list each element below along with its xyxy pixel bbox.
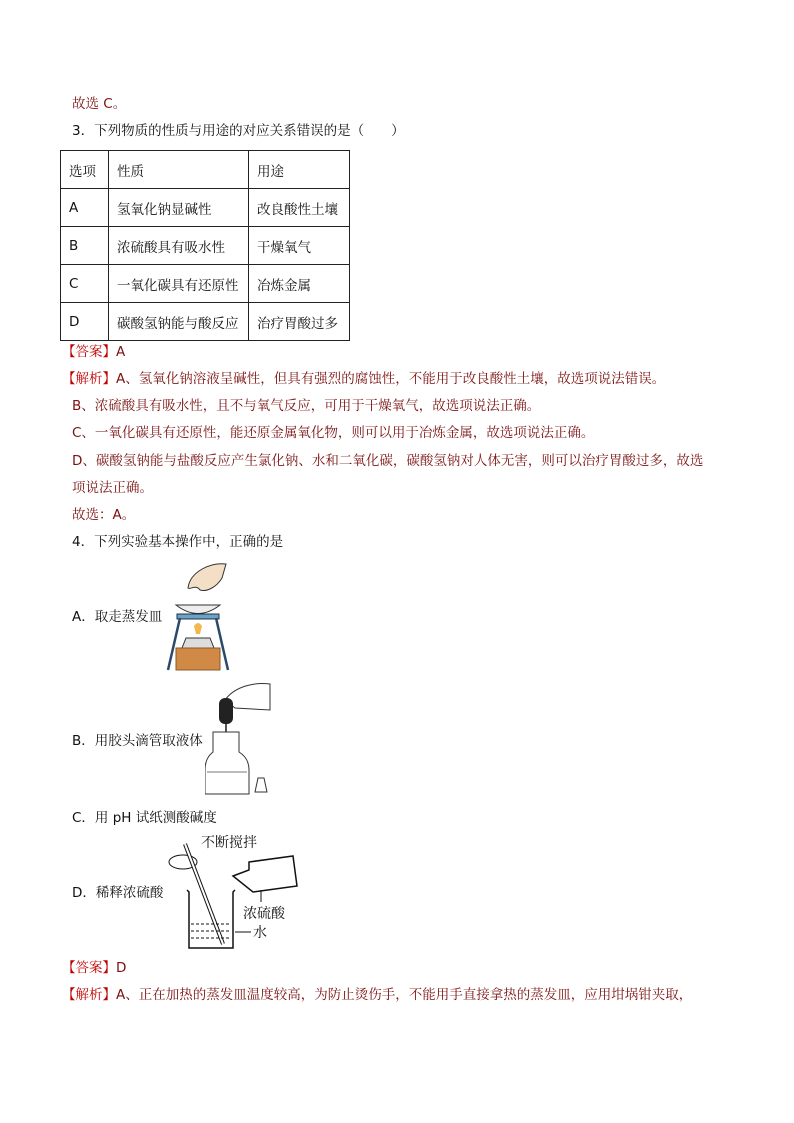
analysis-text: A、正在加热的蒸发皿温度较高，为防止烫伤手，不能用手直接拿热的蒸发皿，应用坩埚钳夹取， <box>116 987 693 1003</box>
option-d: D．稀释浓硫酸 <box>72 885 164 901</box>
table-row <box>61 265 350 303</box>
acid-bottle-icon <box>233 856 297 892</box>
table-cell: B <box>61 227 109 265</box>
question-4-stem: 4．下列实验基本操作中，正确的是 <box>72 534 284 550</box>
table-header: 选项 <box>61 151 109 189</box>
q3-analysis-line <box>62 369 665 389</box>
evaporating-dish-figure <box>160 560 240 675</box>
table-row <box>61 227 350 265</box>
table-row <box>61 303 350 341</box>
previous-conclusion: 故选 C。 <box>72 96 127 112</box>
answer-value: A <box>116 344 126 360</box>
bottle-icon <box>205 732 249 794</box>
table-header: 用途 <box>249 151 350 189</box>
q3-analysis-line: C、一氧化碳具有还原性，能还原金属氧化物，则可以用于冶炼金属，故选项说法正确。 <box>72 425 595 441</box>
figure-label-water: 水 <box>253 925 267 941</box>
dilute-acid-figure <box>165 832 305 952</box>
q3-conclusion: 故选：A。 <box>72 507 136 523</box>
option-c: C．用 pH 试纸测酸碱度 <box>72 810 217 826</box>
table-cell: C <box>61 265 109 303</box>
analysis-tag: 【解析】 <box>62 371 116 387</box>
dropper-figure <box>205 680 275 800</box>
analysis-tag: 【解析】 <box>62 987 116 1003</box>
answer-value: D <box>116 960 127 976</box>
table-cell: 一氧化碳具有还原性 <box>109 265 249 303</box>
q3-analysis-line: 项说法正确。 <box>72 480 153 496</box>
answer-tag: 【答案】 <box>62 960 116 976</box>
figure-label-stir: 不断搅拌 <box>201 835 257 851</box>
table-cell: 干燥氧气 <box>249 227 350 265</box>
q3-answer <box>62 342 125 362</box>
table-cell: D <box>61 303 109 341</box>
table-cell: 浓硫酸具有吸水性 <box>109 227 249 265</box>
option-b: B．用胶头滴管取液体 <box>72 733 203 749</box>
table-cell: A <box>61 189 109 227</box>
table-cell: 氢氧化钠显碱性 <box>109 189 249 227</box>
question-3-stem: 3．下列物质的性质与用途的对应关系错误的是（ ） <box>72 123 405 139</box>
table-cell: 治疗胃酸过多 <box>249 303 350 341</box>
table-header: 性质 <box>109 151 249 189</box>
analysis-text: A、氢氧化钠溶液呈碱性，但具有强烈的腐蚀性，不能用于改良酸性土壤，故选项说法错误。 <box>116 371 666 387</box>
dropper-bulb-icon <box>219 698 233 724</box>
table-header-row <box>61 151 350 189</box>
figure-label-acid: 浓硫酸 <box>243 906 285 922</box>
beaker-icon <box>187 890 235 948</box>
table-row <box>61 189 350 227</box>
q3-analysis-line: B、浓硫酸具有吸水性，且不与氧气反应，可用于干燥氧气，故选项说法正确。 <box>72 398 541 414</box>
table-cell: 冶炼金属 <box>249 265 350 303</box>
q4-answer <box>62 958 126 978</box>
table-cell: 碳酸氢钠能与酸反应 <box>109 303 249 341</box>
dish-icon <box>176 605 220 614</box>
hand-icon <box>188 564 226 591</box>
q3-analysis-line: D、碳酸氢钠能与盐酸反应产生氯化钠、水和二氧化碳，碳酸氢钠对人体无害，则可以治疗胃酸过多，故选 <box>72 453 704 469</box>
stopper-icon <box>255 778 267 792</box>
table-cell: 改良酸性土壤 <box>249 189 350 227</box>
properties-uses-table <box>60 150 350 341</box>
answer-tag: 【答案】 <box>62 344 116 360</box>
option-a: A．取走蒸发皿 <box>72 609 163 625</box>
q4-analysis-line <box>62 985 692 1005</box>
